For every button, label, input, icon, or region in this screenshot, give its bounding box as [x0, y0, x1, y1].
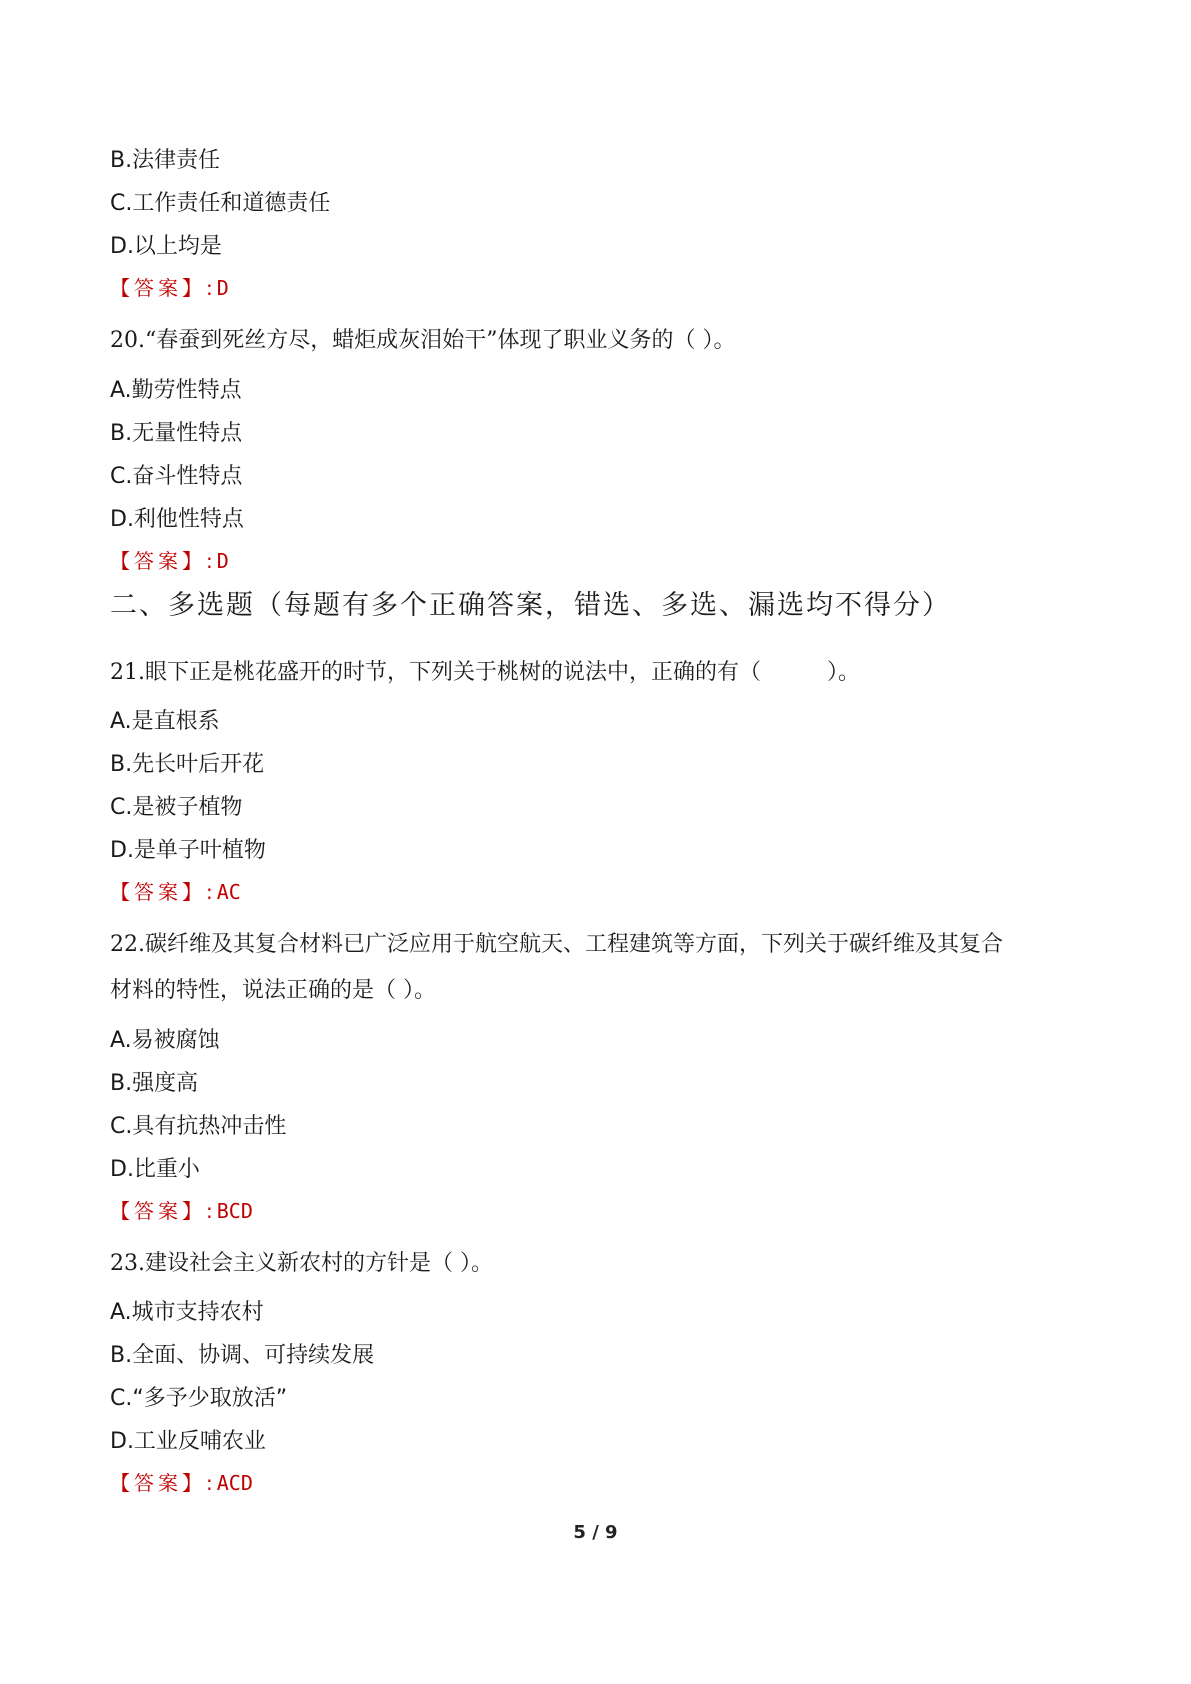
answer-label: 【答案】: [110, 880, 217, 904]
option-text: C.奋斗性特点 [110, 464, 243, 489]
option-text: D.利他性特点 [110, 507, 244, 532]
answer-line [110, 546, 229, 576]
page-number: 5 / 9 [573, 1522, 618, 1543]
option-text: A.易被腐蚀 [110, 1028, 220, 1053]
answer-label: 【答案】: [110, 1471, 217, 1495]
option-text: A.是直根系 [110, 709, 220, 734]
answer-value: BCD [216, 1199, 253, 1223]
answer-line [110, 877, 241, 907]
answer-label: 【答案】: [110, 549, 217, 573]
question-text: 21.眼下正是桃花盛开的时节，下列关于桃树的说法中，正确的有（ ）。 [110, 660, 860, 685]
option-text: D.是单子叶植物 [110, 838, 266, 863]
option-text: C.工作责任和道德责任 [110, 191, 331, 216]
option-text: B.法律责任 [110, 148, 221, 173]
answer-label: 【答案】: [110, 1199, 217, 1223]
option-text: A.城市支持农村 [110, 1300, 264, 1325]
option-text: B.全面、协调、可持续发展 [110, 1343, 375, 1368]
option-text: B.强度高 [110, 1071, 199, 1096]
option-text: C.“多予少取放活” [110, 1386, 288, 1411]
answer-line [110, 273, 229, 303]
option-text: C.是被子植物 [110, 795, 243, 820]
answer-line [110, 1196, 253, 1226]
option-text: B.先长叶后开花 [110, 752, 265, 777]
option-text: C.具有抗热冲击性 [110, 1114, 287, 1139]
answer-value: ACD [216, 1471, 253, 1495]
option-text: D.比重小 [110, 1157, 200, 1182]
answer-value: AC [216, 880, 241, 904]
answer-value: D [216, 549, 229, 573]
option-text: D.以上均是 [110, 234, 222, 259]
question-text: 材料的特性，说法正确的是（ ）。 [110, 978, 436, 1003]
option-text: B.无量性特点 [110, 421, 243, 446]
answer-label: 【答案】: [110, 276, 217, 300]
question-text: 22.碳纤维及其复合材料已广泛应用于航空航天、工程建筑等方面，下列关于碳纤维及其复合 [110, 932, 1003, 957]
question-text: 20.“春蚕到死丝方尽，蜡炬成灰泪始干”体现了职业义务的（ ）。 [110, 328, 736, 353]
question-text: 23.建设社会主义新农村的方针是（ ）。 [110, 1251, 493, 1276]
answer-line [110, 1468, 253, 1498]
option-text: A.勤劳性特点 [110, 378, 242, 403]
option-text: D.工业反哺农业 [110, 1429, 266, 1454]
section-heading: 二、多选题（每题有多个正确答案，错选、多选、漏选均不得分） [110, 590, 951, 621]
answer-value: D [216, 276, 229, 300]
